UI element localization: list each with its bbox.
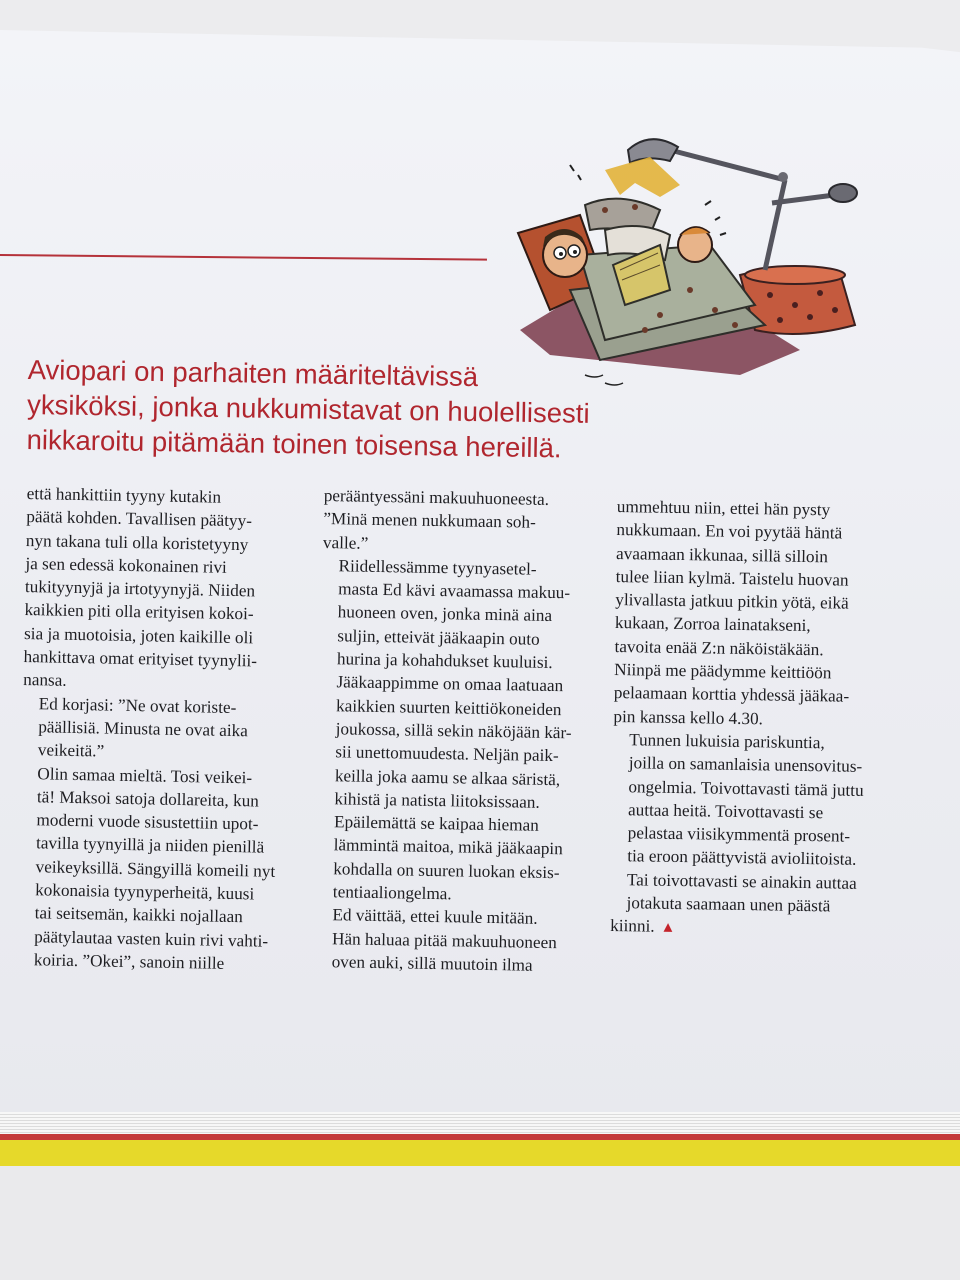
text-line: ”Minä menen nukkumaan soh- bbox=[323, 509, 536, 532]
text-line: päällisiä. Minusta ne ovat aika bbox=[38, 717, 248, 741]
sleeper-left bbox=[543, 229, 587, 277]
text-line: Ed väittää, ettei kuule mitään. bbox=[332, 905, 538, 929]
text-line: kaikkien piti olla erityisen kokoi- bbox=[24, 600, 254, 624]
page-edges bbox=[0, 1112, 960, 1136]
text-line: veikeyksillä. Sängyillä komeili nyt bbox=[35, 856, 276, 881]
text-line: kaikkien suurten keittiökoneiden bbox=[335, 695, 562, 719]
text-line: avaamaan ikkunaa, sillä silloin bbox=[615, 543, 829, 566]
text-line: kukaan, Zorroa lainatakseni, bbox=[614, 613, 811, 636]
text-line: joilla on samanlaisia unensovitus- bbox=[628, 753, 863, 777]
text-line: tukityynyjä ja irtotyynyjä. Niiden bbox=[24, 577, 256, 601]
text-line: Riidellessämme tyynyasetel- bbox=[338, 556, 537, 579]
paragraph bbox=[18, 762, 312, 977]
text-line: oven auki, sillä muutoin ilma bbox=[331, 952, 533, 975]
text-line: nansa. bbox=[23, 670, 67, 691]
text-line: että hankittiin tyyny kutakin bbox=[26, 483, 222, 507]
text-line: Epäilemättä se kaipaa hieman bbox=[333, 812, 539, 835]
text-line: perääntyessäni makuuhuoneesta. bbox=[323, 485, 550, 509]
text-line: hankittava omat erityiset tyynylii- bbox=[23, 647, 258, 671]
text-column-2 bbox=[315, 484, 613, 978]
text-line: suljin, etteivät jääkaapin outo bbox=[337, 626, 540, 649]
text-line: moderni vuode sisustettiin upot- bbox=[36, 810, 259, 834]
pull-quote-headline bbox=[26, 352, 668, 467]
paragraph bbox=[613, 495, 907, 732]
text-line: Hän haluaa pitää makuuhuoneen bbox=[331, 928, 557, 952]
text-line: nyn takana tuli olla koristetyyny bbox=[25, 530, 249, 554]
text-line: tentiaaliongelma. bbox=[332, 882, 452, 904]
text-line: tä! Maksoi satoja dollareita, kun bbox=[36, 787, 260, 811]
paragraph bbox=[610, 728, 903, 944]
text-line: tulee liian kylmä. Taistelu huovan bbox=[615, 566, 849, 590]
headline-line: yksiköksi, jonka nukkumistavat on huolellisesti bbox=[26, 388, 590, 429]
text-line: ylivallasta jatkuu pitkin yötä, eikä bbox=[615, 590, 849, 613]
text-line: päätylautaa vasten kuin rivi vahti- bbox=[34, 926, 269, 951]
text-line: masta Ed kävi avaamassa makuu- bbox=[338, 579, 571, 603]
text-line: Jääkaappimme on omaa laatuaan bbox=[336, 672, 564, 696]
text-line: pelaamaan korttia yhdessä jääkaa- bbox=[613, 683, 850, 707]
text-line: ummehtuu niin, ettei hän pysty bbox=[616, 496, 831, 520]
cover-edge-yellow bbox=[0, 1140, 960, 1166]
paragraph bbox=[323, 484, 614, 559]
text-line: kokonaisia tyynyperheitä, kuusi bbox=[34, 880, 255, 904]
text-line: lämmintä maitoa, mikä jääkaapin bbox=[333, 835, 563, 859]
text-column-3 bbox=[610, 495, 907, 944]
text-line: nukkumaan. En voi pyytää häntä bbox=[616, 520, 843, 543]
text-column-1 bbox=[18, 482, 317, 977]
text-line: päätä kohden. Tavallisen päätyy- bbox=[26, 507, 253, 531]
paragraph bbox=[317, 554, 613, 908]
text-line: joukossa, sillä sekin näköjään kär- bbox=[335, 719, 572, 743]
text-line: keilla joka aamu se alkaa säristä, bbox=[334, 765, 561, 789]
text-line: auttaa heitä. Toivottavasti se bbox=[627, 800, 824, 823]
paragraph bbox=[23, 482, 317, 697]
text-line: veikeitä.” bbox=[37, 740, 105, 761]
text-line: tavoita enää Z:n näköistäkään. bbox=[614, 636, 824, 660]
text-line: tia eroon päättyvistä avioliitoista. bbox=[627, 846, 857, 870]
text-line: Niinpä me päädymme keittiöön bbox=[614, 660, 832, 683]
text-line: tavilla tyynyillä ja niiden pienillä bbox=[35, 833, 265, 858]
paragraph bbox=[315, 903, 606, 978]
text-line: huoneen oven, jonka minä aina bbox=[337, 602, 553, 626]
end-mark-icon: ▲ bbox=[660, 920, 676, 937]
text-line: Tai toivottavasti se ainakin auttaa bbox=[626, 869, 857, 893]
paragraph bbox=[22, 692, 313, 767]
text-line: tai seitsemän, kaikki nojallaan bbox=[34, 903, 243, 927]
text-line: ongelmia. Toivottavasti tämä juttu bbox=[628, 776, 864, 800]
text-line: kihistä ja natista liitoksissaan. bbox=[334, 789, 540, 812]
text-line: sia ja muotoisia, joten kaikille oli bbox=[23, 623, 254, 648]
text-line: hurina ja kohahdukset kuuluisi. bbox=[336, 649, 553, 673]
table-surface bbox=[0, 1166, 960, 1280]
headline-line: nikkaroitu pitämään toinen toisensa hereillä. bbox=[26, 423, 562, 464]
text-line: pin kanssa kello 4.30. bbox=[613, 706, 764, 728]
headline-line: Aviopari on parhaiten määriteltävissä bbox=[27, 353, 479, 393]
text-line: koiria. ”Okei”, sanoin niille bbox=[33, 950, 225, 973]
text-line: Olin samaa mieltä. Tosi veikei- bbox=[37, 763, 253, 787]
text-line: kiinni. bbox=[610, 916, 655, 936]
text-line: kohdalla on suuren luokan eksis- bbox=[333, 858, 560, 882]
text-line: pelastaa viisikymmentä prosent- bbox=[627, 823, 851, 846]
text-line: ja sen edessä kokonainen rivi bbox=[25, 553, 228, 577]
text-line: sii unettomuudesta. Neljän paik- bbox=[335, 742, 559, 766]
text-line: Tunnen lukuisia pariskuntia, bbox=[629, 730, 825, 753]
text-line: jotakuta saamaan unen päästä bbox=[626, 893, 831, 916]
text-line: Ed korjasi: ”Ne ovat koriste- bbox=[38, 693, 237, 717]
text-line: valle.” bbox=[322, 532, 369, 553]
